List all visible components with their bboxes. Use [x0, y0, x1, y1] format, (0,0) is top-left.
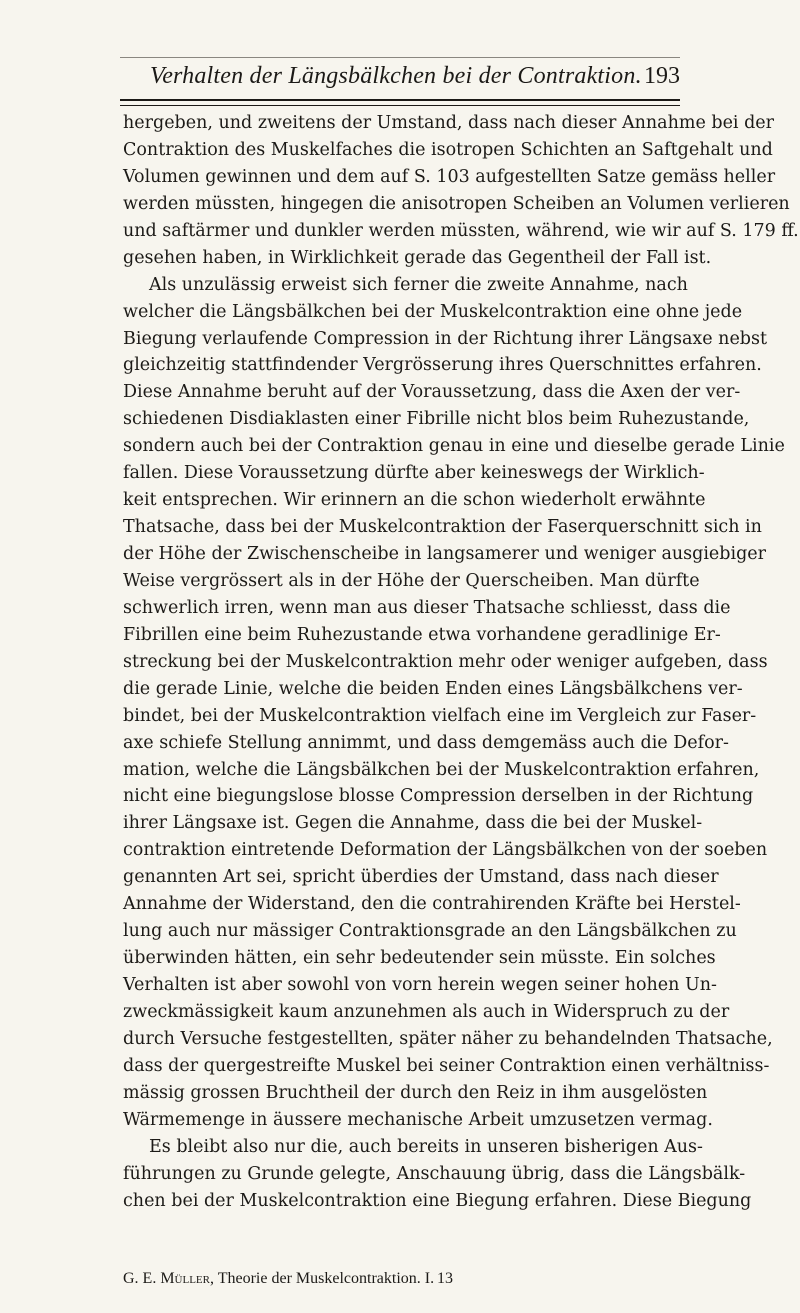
- text-line: sondern auch bei der Contraktion genau in eine und dieselbe gerade Linie: [123, 436, 785, 457]
- text-line: contraktion eintretende Deformation der Längsbälkchen von der soeben: [123, 840, 768, 861]
- paragraph: [123, 110, 799, 272]
- text-line: hergeben, und zweitens der Umstand, dass nach dieser Annahme bei der: [123, 113, 775, 133]
- text-line: führungen zu Grunde gelegte, Anschauung übrig, dass die Längsbälk-: [123, 1163, 746, 1184]
- sheet-signature: 13: [437, 1270, 453, 1287]
- text-line: die gerade Linie, welche die beiden Enden eines Längsbälkchens ver-: [123, 678, 743, 699]
- text-line: axe schiefe Stellung annimmt, und dass demgemäss auch die Defor-: [123, 732, 729, 753]
- text-line: Biegung verlaufende Compression in der Richtung ihrer Längsaxe nebst: [123, 328, 768, 349]
- text-line: Verhalten ist aber sowohl von vorn herein wegen seiner hohen Un-: [123, 975, 717, 995]
- text-line: werden müssten, hingegen die anisotropen Scheiben an Volumen verlieren: [123, 193, 790, 214]
- text-line: keit entsprechen. Wir erinnern an die schon wiederholt erwähnte: [123, 490, 706, 511]
- text-line: schiedenen Disdiaklasten einer Fibrille nicht blos beim Ruhezustande,: [123, 409, 750, 430]
- text-line: dass der quergestreifte Muskel bei seiner Contraktion einen verhältniss-: [123, 1055, 770, 1076]
- text-line: durch Versuche festgestellten, später näher zu behandelnden Thatsache,: [123, 1028, 773, 1049]
- text-line: Annahme der Widerstand, den die contrahirenden Kräfte bei Herstel-: [123, 894, 741, 915]
- text-line: nicht eine biegungslose blosse Compression derselben in der Richtung: [123, 786, 754, 807]
- text-line: chen bei der Muskelcontraktion eine Biegung erfahren. Diese Biegung: [123, 1190, 752, 1211]
- text-line: welcher die Längsbälkchen bei der Muskelcontraktion eine ohne jede: [123, 301, 743, 322]
- text-line: Diese Annahme beruht auf der Voraussetzung, dass die Axen der ver-: [123, 382, 741, 403]
- footer-citation: [123, 1270, 434, 1288]
- text-line: und saftärmer und dunkler werden müssten, während, wie wir auf S. 179 ff.: [123, 220, 799, 241]
- text-line: Es bleibt also nur die, auch bereits in unseren bisherigen Aus-: [149, 1136, 703, 1157]
- top-rule: [120, 57, 680, 58]
- footer-signature-line: [123, 1270, 453, 1294]
- text-line: schwerlich irren, wenn man aus dieser Thatsache schliesst, dass die: [123, 597, 731, 618]
- text-line: mässig grossen Bruchtheil der durch den Reiz in ihm ausgelösten: [123, 1082, 708, 1103]
- header-double-rule: [120, 99, 680, 106]
- text-line: bindet, bei der Muskelcontraktion vielfach eine im Vergleich zur Faser-: [123, 705, 757, 726]
- body-text: [123, 110, 799, 1214]
- text-line: Als unzulässig erweist sich ferner die zweite Annahme, nach: [149, 274, 688, 295]
- text-line: genannten Art sei, spricht überdies der Umstand, dass nach dieser: [123, 867, 719, 888]
- running-title: Verhalten der Längsbälkchen bei der Contraktion.: [150, 63, 642, 89]
- text-line: Weise vergrössert als in der Höhe der Querscheiben. Man dürfte: [123, 570, 700, 591]
- text-line: gleichzeitig stattfindender Vergrösserung ihres Querschnittes erfahren.: [123, 355, 762, 376]
- text-line: lung auch nur mässiger Contraktionsgrade an den Längsbälkchen zu: [123, 921, 737, 942]
- footer-work: Theorie der Muskelcontraktion. I.: [217, 1270, 435, 1287]
- text-line: mation, welche die Längsbälkchen bei der Muskelcontraktion erfahren,: [123, 759, 760, 780]
- text-line: streckung bei der Muskelcontraktion mehr oder weniger aufgeben, dass: [123, 651, 768, 672]
- text-line: Contraktion des Muskelfaches die isotropen Schichten an Saftgehalt und: [123, 139, 773, 160]
- running-header: [150, 63, 680, 93]
- text-line: überwinden hätten, ein sehr bedeutender sein müsste. Ein solches: [123, 948, 716, 969]
- page-number: 193: [644, 63, 680, 89]
- text-line: Wärmemenge in äussere mechanische Arbeit umzusetzen vermag.: [123, 1109, 713, 1130]
- text-line: ihrer Längsaxe ist. Gegen die Annahme, dass die bei der Muskel-: [123, 813, 703, 834]
- text-line: zweckmässigkeit kaum anzunehmen als auch in Widerspruch zu der: [123, 1001, 730, 1022]
- footer-author: G. E. Müller,: [123, 1270, 214, 1287]
- text-line: gesehen haben, in Wirklichkeit gerade das Gegentheil der Fall ist.: [123, 247, 712, 268]
- text-line: Thatsache, dass bei der Muskelcontraktion der Faserquerschnitt sich in: [123, 517, 762, 538]
- paragraph: [123, 1134, 752, 1215]
- text-line: der Höhe der Zwischenscheibe in langsamerer und weniger ausgiebiger: [123, 544, 767, 564]
- paragraph: [123, 272, 785, 1134]
- text-line: fallen. Diese Voraussetzung dürfte aber keineswegs der Wirklich-: [123, 463, 705, 484]
- text-line: Volumen gewinnen und dem auf S. 103 aufgestellten Satze gemäss heller: [123, 166, 776, 187]
- text-line: Fibrillen eine beim Ruhezustande etwa vorhandene geradlinige Er-: [123, 624, 721, 645]
